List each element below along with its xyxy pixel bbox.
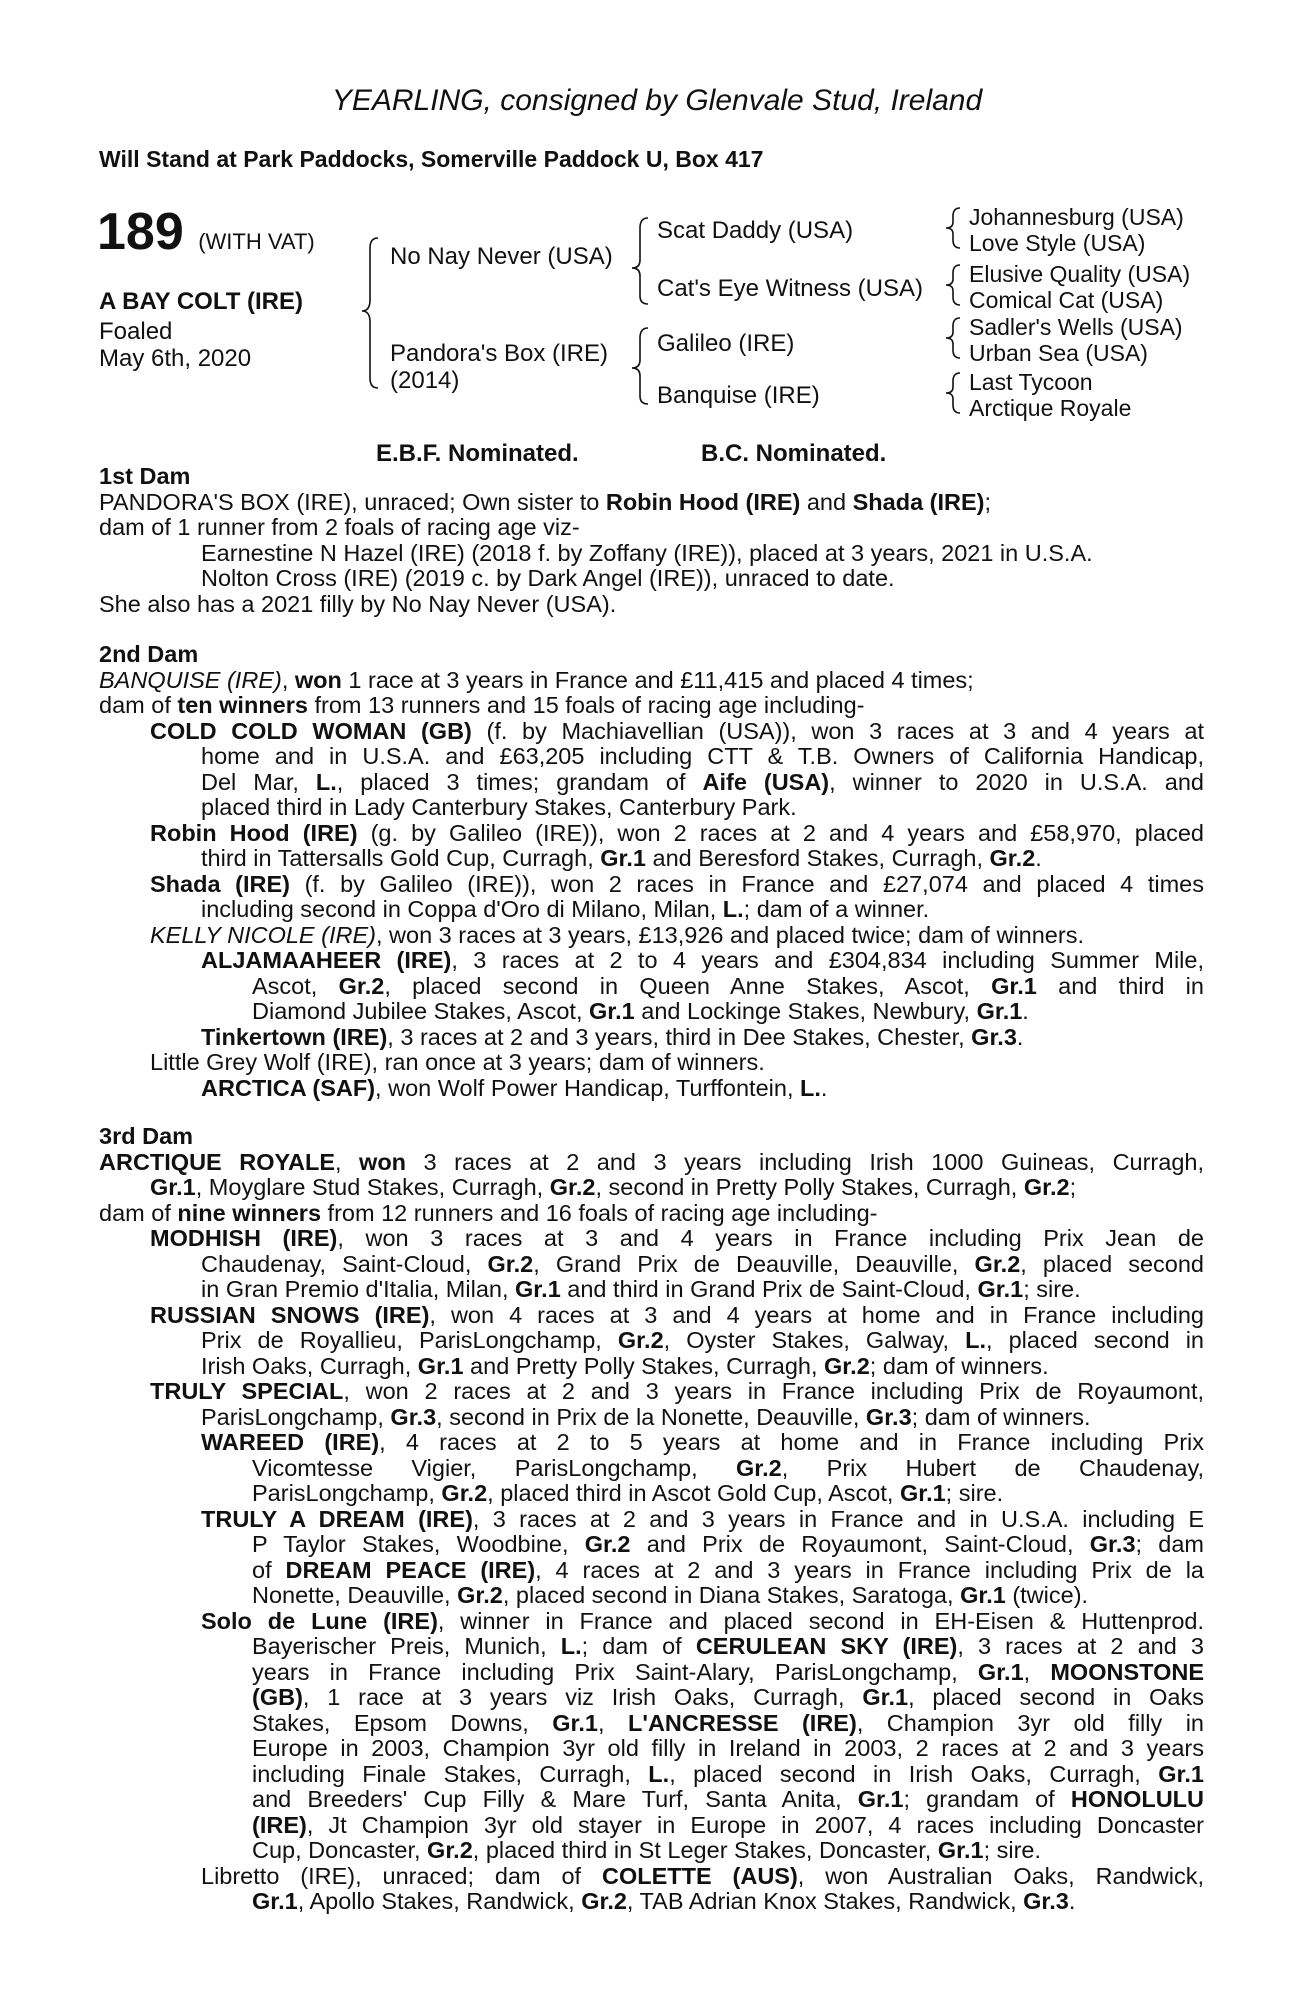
bracket-g3 bbox=[946, 318, 960, 358]
foaled-label: Foaled bbox=[99, 318, 173, 345]
section-heading: 3rd Dam bbox=[99, 1123, 194, 1149]
sire-dam: Cat's Eye Witness (USA) bbox=[657, 275, 923, 302]
dam-produce: dam of ten winners from 13 runners and 15 foals of racing age including- bbox=[99, 692, 865, 718]
produce-entry: Libretto (IRE), unraced; dam of COLETTE (AUS), won Australian Oaks, Randwick, Gr.1, Apollo Stakes, Randwick, Gr.2, TAB Adrian Knox Stakes, Randwick, Gr.3. bbox=[201, 1862, 1204, 1914]
dam-dam: Banquise (IRE) bbox=[657, 382, 820, 409]
produce-entry: ARCTICA (SAF), won Wolf Power Handicap, Turffontein, L.. bbox=[201, 1074, 828, 1101]
dam: Pandora's Box (IRE) bbox=[390, 340, 609, 367]
produce-entry: KELLY NICOLE (IRE), won 3 races at 3 years, £13,926 and placed twice; dam of winners. bbox=[150, 921, 1084, 948]
catalogue-title: YEARLING, consigned by Glenvale Stud, Ireland bbox=[331, 84, 983, 117]
grandparent-7: Last Tycoon bbox=[969, 369, 1093, 395]
ebf-nomination: E.B.F. Nominated. bbox=[376, 440, 579, 467]
vat-note: (WITH VAT) bbox=[198, 229, 315, 254]
bracket-dam bbox=[632, 328, 648, 404]
dam-summary: ARCTIQUE ROYALE, won 3 races at 2 and 3 years including Irish 1000 Guineas, Curragh, bbox=[99, 1148, 1204, 1175]
horse-description: A BAY COLT (IRE) bbox=[99, 288, 304, 315]
grandparent-2: Love Style (USA) bbox=[969, 230, 1146, 256]
grandparent-4: Comical Cat (USA) bbox=[969, 287, 1164, 313]
lot-number: 189 bbox=[97, 203, 184, 261]
produce-entry: Earnestine N Hazel (IRE) (2018 f. by Zoffany (IRE)), placed at 3 years, 2021 in U.S.A. bbox=[201, 539, 1093, 566]
produce-entry: Robin Hood (IRE) (g. by Galileo (IRE)), won 2 races at 2 and 4 years and £58,970, placed third in Tattersalls Gold Cup, Curragh, Gr.1 and Beresford Stakes, Curragh, Gr.2. bbox=[150, 819, 1204, 871]
dam-summary: PANDORA'S BOX (IRE), unraced; Own sister to Robin Hood (IRE) and Shada (IRE); bbox=[99, 488, 992, 515]
produce-entry: WAREED (IRE), 4 races at 2 to 5 years at home and in France including Prix Vicomtesse Vigier, ParisLongchamp, Gr.2, Prix Hubert de Chaudenay, ParisLongchamp, Gr.2, placed third in Ascot Gold Cup, Ascot, Gr.1; sire. bbox=[201, 1429, 1205, 1506]
bracket-g1 bbox=[946, 208, 960, 248]
dam-produce: dam of nine winners from 12 runners and 16 foals of racing age including- bbox=[99, 1199, 878, 1226]
section-heading: 2nd Dam bbox=[99, 641, 199, 667]
produce-entry: RUSSIAN SNOWS (IRE), won 4 races at 3 and 4 years at home and in France including Prix de Royallieu, ParisLongchamp, Gr.2, Oyster Stakes, Galway, L., placed second in Irish Oaks, Curragh, Gr.1 and Pretty Polly Stakes, Curragh, Gr.2; dam of winners. bbox=[150, 1301, 1205, 1379]
bracket-sire bbox=[632, 218, 648, 304]
grandparent-1: Johannesburg (USA) bbox=[969, 204, 1184, 230]
grandparent-5: Sadler's Wells (USA) bbox=[969, 314, 1183, 340]
produce-entry: MODHISH (IRE), won 3 races at 3 and 4 years in France including Prix Jean de Chaudenay, Saint-Cloud, Gr.2, Grand Prix de Deauville, Deauville, Gr.2, placed second in Gran Premio d'Italia, Milan, Gr.1 and third in Grand Prix de Saint-Cloud, Gr.1; sire. bbox=[150, 1225, 1204, 1302]
third-dam-section bbox=[99, 1124, 1204, 1915]
dam-year: (2014) bbox=[390, 367, 460, 394]
produce-entry: TRULY A DREAM (IRE), 3 races at 2 and 3 years in France and in U.S.A. including E P Taylor Stakes, Woodbine, Gr.2 and Prix de Royaumont, Saint-Cloud, Gr.3; dam of DREAM PEACE (IRE), 4 races at 2 and 3 years in France including Prix de la Nonette, Deauville, Gr.2, placed second in Diana Stakes, Saratoga, Gr.1 (twice). bbox=[201, 1505, 1205, 1608]
produce-entry: Little Grey Wolf (IRE), ran once at 3 years; dam of winners. bbox=[150, 1049, 765, 1075]
produce-entry: COLD COLD WOMAN (GB) (f. by Machiavellian (USA)), won 3 races at 3 and 4 years at home and in U.S.A. and £63,205 including CTT & T.B. Owners of California Handicap, Del Mar, L., placed 3 times; grandam of Aife (USA), winner to 2020 in U.S.A. and placed third in Lady Canterbury Stakes, Canterbury Park. bbox=[150, 717, 1204, 820]
produce-entry: Solo de Lune (IRE), winner in France and placed second in EH-Eisen & Huttenprod. Bayerischer Preis, Munich, L.; dam of CERULEAN SKY (IRE), 3 races at 2 and 3 years in France including Prix Saint-Alary, ParisLongchamp, Gr.1, MOONSTONE (GB), 1 race at 3 years viz Irish Oaks, Curragh, Gr.1, placed second in Oaks Stakes, Epsom Downs, Gr.1, L'ANCRESSE (IRE), Champion 3yr old filly in Europe in 2003, Champion 3yr old filly in Ireland in 2003, 2 races at 2 and 3 years including Finale Stakes, Curragh, L., placed second in Irish Oaks, Curragh, Gr.1 and Breeders' Cup Filly & Mare Turf, Santa Anita, Gr.1; grandam of HONOLULU (IRE), Jt Champion 3yr old stayer in Europe in 2007, 4 races including Doncaster Cup, Doncaster, Gr.2, placed third in St Leger Stakes, Doncaster, Gr.1; sire. bbox=[201, 1607, 1205, 1863]
produce-entry: Shada (IRE) (f. by Galileo (IRE)), won 2 races in France and £27,074 and placed 4 times including second in Coppa d'Oro di Milano, Milan, L.; dam of a winner. bbox=[150, 870, 1204, 922]
second-dam-section bbox=[99, 642, 1204, 1101]
first-dam-section bbox=[99, 464, 1204, 617]
produce-entry: Nolton Cross (IRE) (2019 c. by Dark Angel (IRE)), unraced to date. bbox=[201, 565, 895, 591]
section-heading: 1st Dam bbox=[99, 463, 191, 489]
dam-summary-cont: Gr.1, Moyglare Stud Stakes, Curragh, Gr.2, second in Pretty Polly Stakes, Curragh, Gr.2; bbox=[150, 1174, 1077, 1200]
bracket-g2 bbox=[946, 265, 960, 305]
grandparent-3: Elusive Quality (USA) bbox=[969, 261, 1191, 287]
produce-entry: ALJAMAAHEER (IRE), 3 races at 2 to 4 years and £304,834 including Summer Mile, Ascot, Gr.2, placed second in Queen Anne Stakes, Ascot, Gr.1 and third in Diamond Jubilee Stakes, Ascot, Gr.1 and Lockinge Stakes, Newbury, Gr.1. bbox=[201, 947, 1205, 1024]
dam-produce: dam of 1 runner from 2 foals of racing age viz- bbox=[99, 514, 580, 540]
sire-sire: Scat Daddy (USA) bbox=[657, 217, 854, 244]
dam-summary: BANQUISE (IRE), won 1 race at 3 years in France and £11,415 and placed 4 times; bbox=[99, 666, 974, 693]
foaled-date: May 6th, 2020 bbox=[99, 345, 252, 372]
produce-entry: TRULY SPECIAL, won 2 races at 2 and 3 years in France including Prix de Royaumont, ParisLongchamp, Gr.3, second in Prix de la Nonette, Deauville, Gr.3; dam of winners. bbox=[150, 1378, 1205, 1430]
stand-location: Will Stand at Park Paddocks, Somerville Paddock U, Box 417 bbox=[99, 146, 764, 172]
bracket-main bbox=[362, 238, 378, 388]
dam-sire: Galileo (IRE) bbox=[657, 330, 795, 357]
sire: No Nay Never (USA) bbox=[390, 243, 613, 270]
grandparent-8: Arctique Royale bbox=[969, 395, 1132, 421]
bc-nomination: B.C. Nominated. bbox=[701, 440, 887, 467]
produce-note: She also has a 2021 filly by No Nay Never (USA). bbox=[99, 590, 617, 617]
bracket-g4 bbox=[946, 373, 960, 413]
grandparent-6: Urban Sea (USA) bbox=[969, 340, 1148, 366]
produce-entry: Tinkertown (IRE), 3 races at 2 and 3 years, third in Dee Stakes, Chester, Gr.3. bbox=[201, 1023, 1024, 1050]
